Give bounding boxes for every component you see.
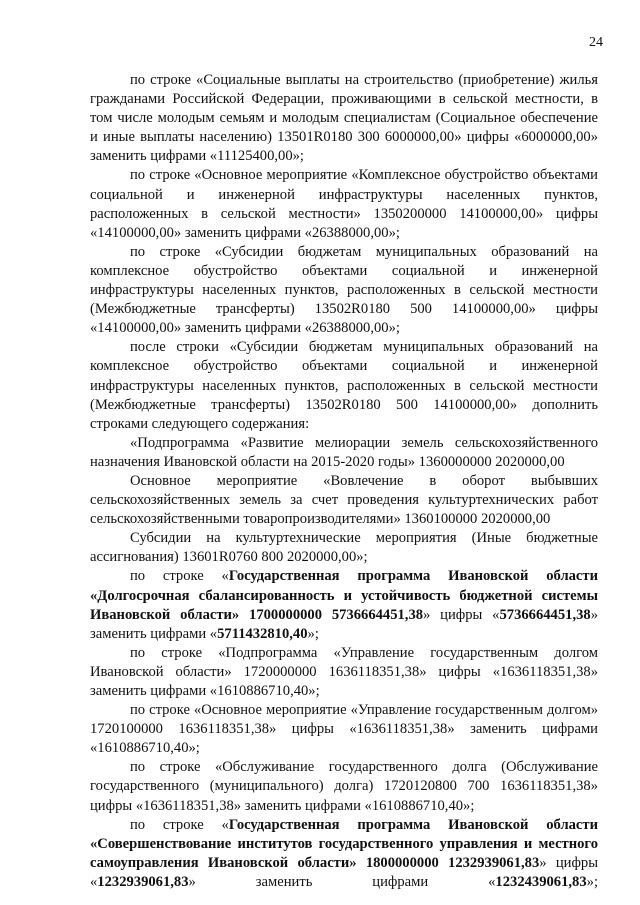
paragraph-p1 xyxy=(90,71,598,166)
text-segment: »; xyxy=(307,625,319,642)
text-segment: по строке «Обслуживание государственного долга (Обслуживание государственного (муниципального) долга) 1720120800 700 1636118351,38» цифры «1636118351,38» заменить цифрами «1610886710,40»; xyxy=(90,759,598,814)
text-segment: по строке «Субсидии бюджетам муниципальных образований на комплексное обустройство объектами социальной и инженерной инфраструктуры населенных пунктов, расположенных в сельской местности (Межбюджетные трансферты) 13502R0180 500 14100000,00» цифры «14100000,00» заменить цифрами «26388000,00»; xyxy=(90,243,598,337)
document-body xyxy=(90,71,598,892)
bold-text: 5711432810,40 xyxy=(217,625,308,642)
bold-text: 1232939061,83 xyxy=(97,873,189,890)
paragraph-p6 xyxy=(90,472,598,529)
paragraph-p3 xyxy=(90,243,598,338)
bold-text: Государственная программа Ивановской области «Совершенствование институтов государственного управления и местного самоуправления Ивановской области» 1800000000 1232939061,83 xyxy=(90,816,598,871)
text-segment: по строке « xyxy=(130,816,229,833)
paragraph-p2 xyxy=(90,166,598,242)
paragraph-p10 xyxy=(90,701,598,758)
bold-text: 1232439061,83 xyxy=(495,873,587,890)
paragraph-p8 xyxy=(90,567,598,643)
text-segment: » цифры « xyxy=(423,606,500,623)
paragraph-p11 xyxy=(90,758,598,815)
paragraph-p5 xyxy=(90,434,598,472)
bold-text: 5736664451,38 xyxy=(499,606,591,623)
paragraph-p12 xyxy=(90,816,598,892)
paragraph-p7 xyxy=(90,529,598,567)
bold-text: Государственная программа Ивановской области «Долгосрочная сбалансированность и устойчивость бюджетной системы Ивановской области» 1700000000 5736664451,38 xyxy=(90,568,598,623)
page-number: 24 xyxy=(589,35,603,50)
text-segment: по строке «Подпрограмма «Управление государственным долгом Ивановской области» 1720000000 1636118351,38» цифры «1636118351,38» заменить цифрами «1610886710,40»; xyxy=(90,644,598,699)
text-segment: по строке « xyxy=(130,568,229,585)
text-segment: по строке «Основное мероприятие «Управление государственным долгом» 1720100000 1636118351,38» цифры «1636118351,38» заменить цифрами «1610886710,40»; xyxy=(90,702,598,757)
text-segment: «Подпрограмма «Развитие мелиорации земель сельскохозяйственного назначения Ивановской области на 2015-2020 годы» 1360000000 2020000,00 xyxy=(90,434,598,470)
paragraph-p4 xyxy=(90,338,598,433)
text-segment: по строке «Социальные выплаты на строительство (приобретение) жилья гражданами Российской Федерации, проживающими в сельской местности, в том числе молодым семьям и молодым специалистам (Социальное обеспечение и иные выплаты населению) 13501R0180 300 6000000,00» цифры «6000000,00» заменить цифрами «11125400,00»; xyxy=(90,72,598,165)
text-segment: » заменить цифрами « xyxy=(188,873,496,890)
text-segment: »; xyxy=(586,873,598,890)
text-segment: » заменить цифрами « xyxy=(90,606,598,642)
text-segment: Субсидии на культуртехнические мероприятия (Иные бюджетные ассигнования) 13601R0760 800 2020000,00»; xyxy=(90,530,598,566)
text-segment: » цифры « xyxy=(90,854,599,890)
text-segment: по строке «Основное мероприятие «Комплексное обустройство объектами социальной и инженерной инфраструктуры населенных пунктов, расположенных в сельской местности» 1350200000 14100000,00» цифры «14100000,00» заменить цифрами «26388000,00»; xyxy=(90,167,598,241)
text-segment: после строки «Субсидии бюджетам муниципальных образований на комплексное обустройство объектами социальной и инженерной инфраструктуры населенных пунктов, расположенных в сельской местности (Межбюджетные трансферты) 13502R0180 500 14100000,00» дополнить строками следующего содержания: xyxy=(90,339,598,432)
paragraph-p9 xyxy=(90,644,598,701)
text-segment: Основное мероприятие «Вовлечение в оборот выбывших сельскохозяйственных земель за счет проведения культуртехнических работ сельскохозяйственными товаропроизводителями» 1360100000 2020000,00 xyxy=(90,472,598,528)
